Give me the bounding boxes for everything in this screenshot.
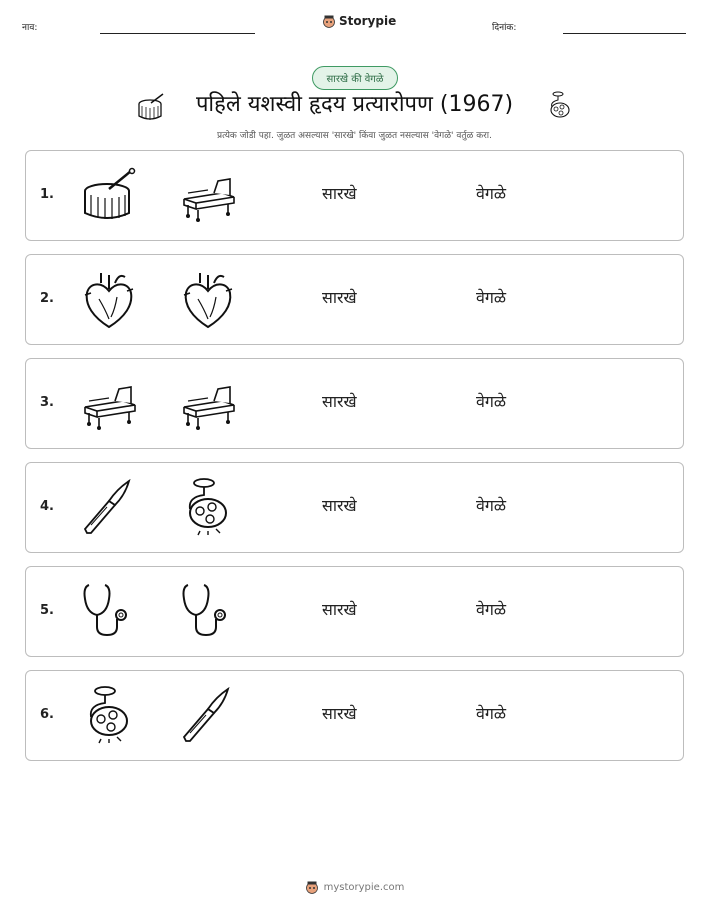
- answer-same[interactable]: सारखे: [322, 496, 357, 515]
- heart-icon: [79, 269, 139, 329]
- question-number: 5.: [40, 603, 54, 618]
- hospital-bed-icon: [178, 373, 238, 433]
- question-number: 2.: [40, 291, 54, 306]
- question-number: 4.: [40, 499, 54, 514]
- page-title: पहिले यशस्वी हृदय प्रत्यारोपण (1967): [195, 92, 514, 117]
- answer-same[interactable]: सारखे: [322, 704, 357, 723]
- answer-different[interactable]: वेगळे: [476, 704, 507, 723]
- question-row: [25, 150, 684, 241]
- brand-logo: [322, 14, 396, 28]
- instructions: प्रत्येक जोडी पहा. जुळत असल्यास 'सारखे' किंवा जुळत नसल्यास 'वेगळे' वर्तुळ करा.: [216, 131, 492, 141]
- answer-different[interactable]: वेगळे: [476, 600, 507, 619]
- answer-different[interactable]: वेगळे: [476, 496, 507, 515]
- worksheet-type-badge: सारखे की वेगळे: [312, 66, 398, 90]
- name-line[interactable]: [100, 33, 255, 34]
- footer: [0, 880, 709, 894]
- answer-different[interactable]: वेगळे: [476, 288, 507, 307]
- surgical-lamp-icon: [178, 477, 238, 537]
- storypie-mascot-icon: [322, 14, 336, 28]
- footer-url[interactable]: mystorypie.com: [323, 881, 405, 893]
- name-label: नाव:: [22, 23, 38, 33]
- date-label: दिनांक:: [492, 23, 517, 33]
- storypie-mascot-icon: [305, 880, 319, 894]
- question-row: [25, 462, 684, 553]
- question-row: [25, 254, 684, 345]
- question-number: 3.: [40, 395, 54, 410]
- question-number: 1.: [40, 187, 54, 202]
- question-number: 6.: [40, 707, 54, 722]
- answer-different[interactable]: वेगळे: [476, 184, 507, 203]
- scalpel-icon: [79, 477, 139, 537]
- answer-same[interactable]: सारखे: [322, 392, 357, 411]
- answer-same[interactable]: सारखे: [322, 600, 357, 619]
- stethoscope-icon: [178, 581, 238, 641]
- scalpel-icon: [178, 685, 238, 745]
- hospital-bed-icon: [79, 373, 139, 433]
- brand-name: Storypie: [339, 14, 397, 28]
- question-row: [25, 670, 684, 761]
- date-line[interactable]: [563, 33, 686, 34]
- stethoscope-icon: [79, 581, 139, 641]
- surgical-lamp-icon: [546, 90, 572, 122]
- heart-icon: [178, 269, 238, 329]
- question-row: [25, 566, 684, 657]
- drum-icon: [79, 165, 139, 225]
- surgical-lamp-icon: [79, 685, 139, 745]
- answer-same[interactable]: सारखे: [322, 288, 357, 307]
- hospital-bed-icon: [178, 165, 238, 225]
- answer-different[interactable]: वेगळे: [476, 392, 507, 411]
- question-row: [25, 358, 684, 449]
- answer-same[interactable]: सारखे: [322, 184, 357, 203]
